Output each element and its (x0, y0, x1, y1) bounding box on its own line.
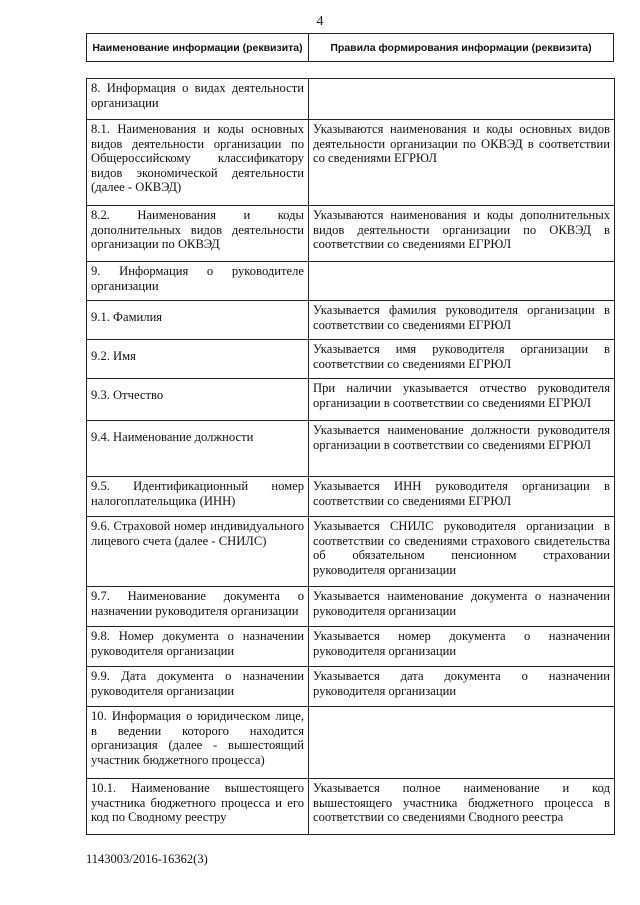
table-row (87, 120, 615, 206)
row-name-cell: 8. Информация о видах деятельности организации (87, 79, 309, 120)
row-name-cell: 9.5. Идентификационный номер налогоплательщика (ИНН) (87, 477, 309, 517)
table-row (87, 667, 615, 707)
row-name-cell: 8.1. Наименования и коды основных видов деятельности организации по Общероссийскому классификатору видов экономической деятельности (далее - ОКВЭД) (87, 120, 309, 206)
row-name-cell: 9.4. Наименование должности (87, 421, 309, 477)
table-row (87, 301, 615, 340)
row-name-cell: 9.7. Наименование документа о назначении руководителя организации (87, 587, 309, 627)
table-row (87, 79, 615, 120)
document-code: 1143003/2016-16362(3) (86, 852, 208, 866)
header-column-name: Наименование информации (реквизита) (87, 34, 309, 61)
row-name-cell: 8.2. Наименования и коды дополнительных видов деятельности организации по ОКВЭД (87, 206, 309, 262)
row-name-cell: 9.9. Дата документа о назначении руководителя организации (87, 667, 309, 707)
row-name-cell: 9.3. Отчество (87, 379, 309, 421)
page-number: 4 (316, 14, 324, 29)
row-rule-cell: Указывается наименование должности руководителя организации в соответствии со сведениями ЕГРЮЛ (309, 421, 615, 477)
header-column-rules: Правила формирования информации (реквизита) (330, 41, 592, 54)
row-rule-cell: Указывается СНИЛС руководителя организации в соответствии со сведениями страхового свидетельства об обязательном пенсионном страховании руководителя организации (309, 517, 615, 587)
table-row (87, 707, 615, 779)
row-rule-cell (309, 707, 615, 779)
row-rule-cell: Указываются наименования и коды дополнительных видов деятельности организации по ОКВЭД в соответствии со сведениями ЕГРЮЛ (309, 206, 615, 262)
row-rule-cell: Указывается фамилия руководителя организации в соответствии со сведениями ЕГРЮЛ (309, 301, 615, 340)
row-rule-cell: Указывается дата документа о назначении руководителя организации (309, 667, 615, 707)
row-rule-cell: Указывается наименование документа о назначении руководителя организации (309, 587, 615, 627)
table-row (87, 262, 615, 301)
table-row (87, 587, 615, 627)
table-row (87, 340, 615, 379)
row-name-cell: 9.1. Фамилия (87, 301, 309, 340)
row-rule-cell: При наличии указывается отчество руководителя организации в соответствии со сведениями ЕГРЮЛ (309, 379, 615, 421)
table-row (87, 517, 615, 587)
table-row (87, 627, 615, 667)
row-rule-cell: Указывается ИНН руководителя организации в соответствии со сведениями ЕГРЮЛ (309, 477, 615, 517)
table-row (87, 477, 615, 517)
table-row (87, 379, 615, 421)
row-rule-cell: Указывается имя руководителя организации в соответствии со сведениями ЕГРЮЛ (309, 340, 615, 379)
row-name-cell: 9. Информация о руководителе организации (87, 262, 309, 301)
requisites-table (86, 78, 615, 835)
table-row (87, 779, 615, 835)
row-rule-cell: Указывается номер документа о назначении руководителя организации (309, 627, 615, 667)
row-rule-cell (309, 79, 615, 120)
row-name-cell: 10. Информация о юридическом лице, в ведении которого находится организация (далее - вышестоящий участник бюджетного процесса) (87, 707, 309, 779)
row-name-cell: 9.6. Страховой номер индивидуального лицевого счета (далее - СНИЛС) (87, 517, 309, 587)
table-header (86, 33, 614, 62)
row-rule-cell: Указывается полное наименование и код вышестоящего участника бюджетного процесса в соответствии со сведениями Сводного реестра (309, 779, 615, 835)
table-row (87, 206, 615, 262)
row-name-cell: 10.1. Наименование вышестоящего участника бюджетного процесса и его код по Сводному реестру (87, 779, 309, 835)
row-rule-cell: Указываются наименования и коды основных видов деятельности организации по ОКВЭД в соответствии со сведениями ЕГРЮЛ (309, 120, 615, 206)
row-rule-cell (309, 262, 615, 301)
row-name-cell: 9.2. Имя (87, 340, 309, 379)
table-row (87, 421, 615, 477)
row-name-cell: 9.8. Номер документа о назначении руководителя организации (87, 627, 309, 667)
